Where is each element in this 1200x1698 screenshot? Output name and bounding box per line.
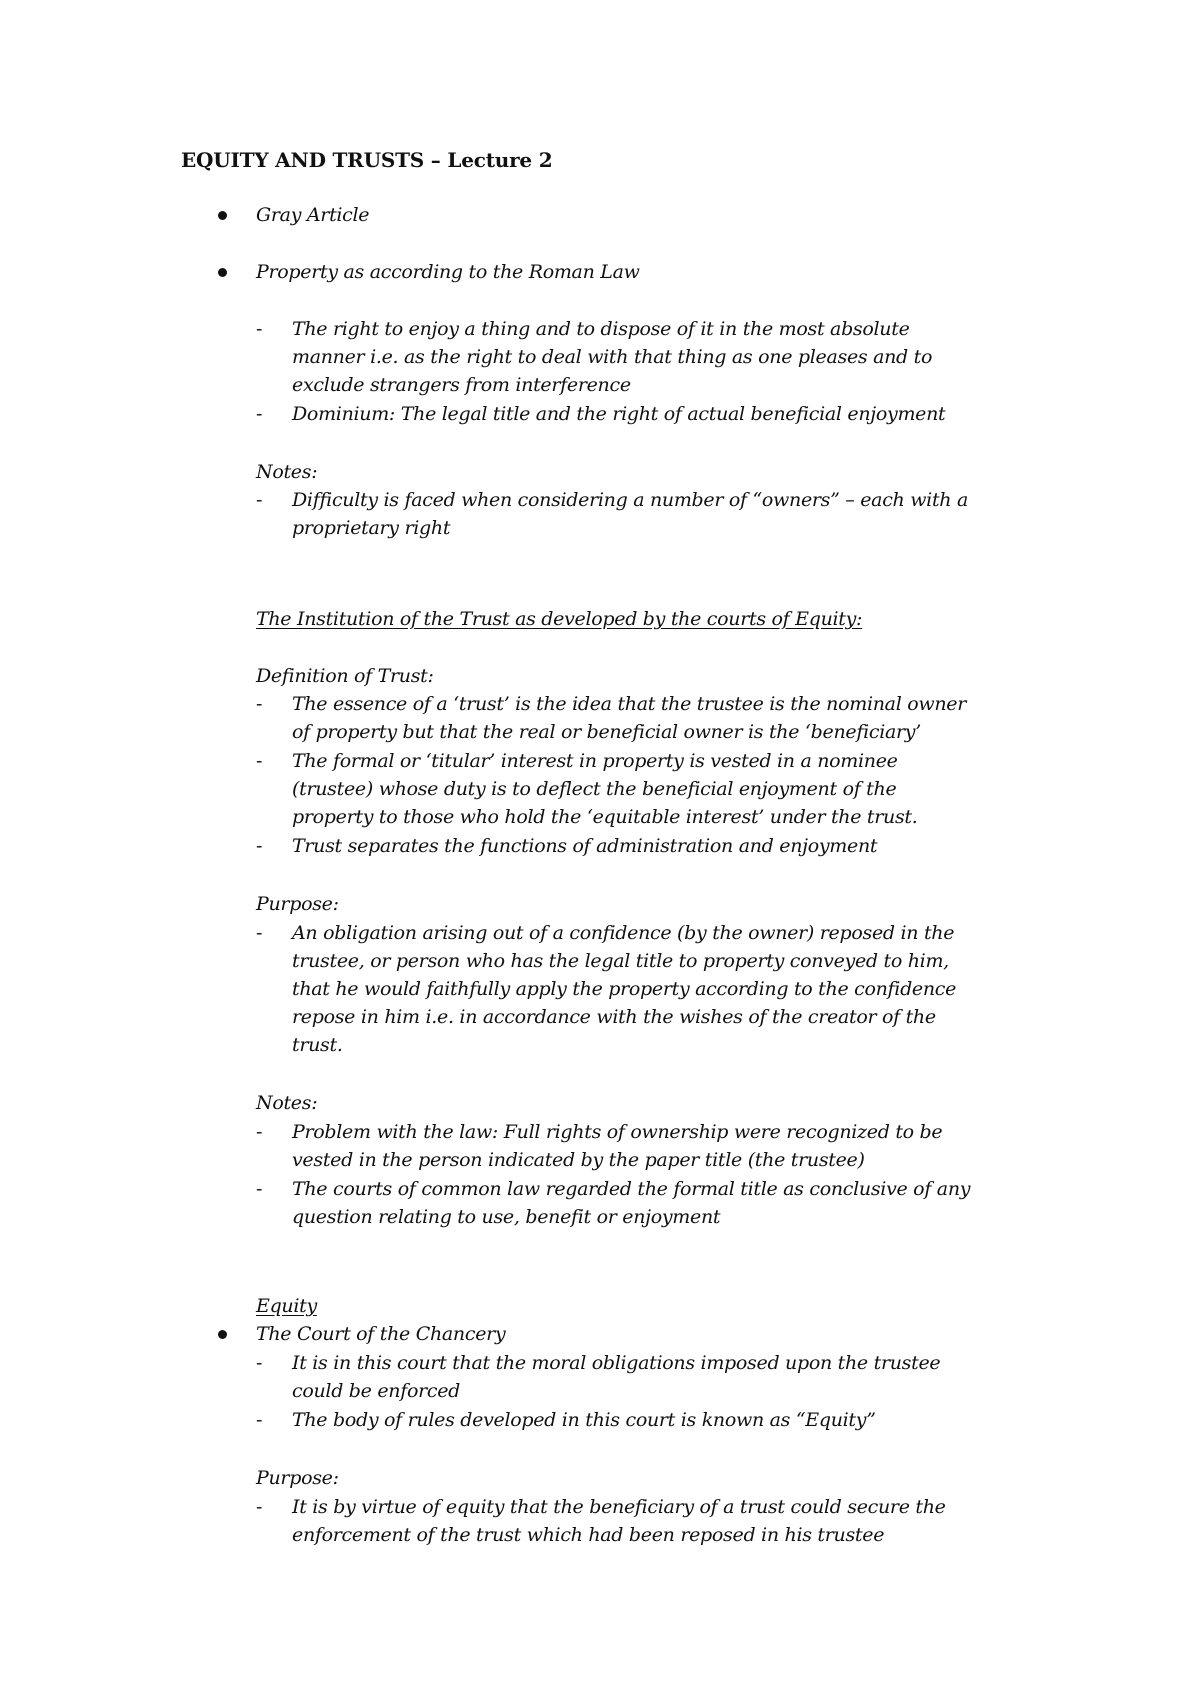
list-item-chancery: The Court of the Chancery: [256, 1323, 506, 1345]
purpose-label: Purpose:: [256, 893, 339, 915]
sub-item-line: Difficulty is faced when considering a number of “owners” – each with a: [292, 489, 968, 511]
dash-marker: -: [256, 835, 263, 857]
sub-item-line: enforcement of the trust which had been reposed in his trustee: [292, 1524, 885, 1546]
section-heading-equity: Equity: [256, 1295, 317, 1317]
sub-item-line: The essence of a ‘trust’ is the idea that the trustee is the nominal owner: [292, 693, 966, 715]
sub-item-line: that he would faithfully apply the property according to the confidence: [292, 978, 957, 1000]
page-title: EQUITY AND TRUSTS – Lecture 2: [181, 148, 553, 172]
bullet-icon: [218, 268, 227, 277]
bullet-icon: [218, 1330, 227, 1339]
dash-marker: -: [256, 1496, 263, 1518]
sub-item-line: Dominium: The legal title and the right of actual beneficial enjoyment: [292, 403, 946, 425]
notes-label: Notes:: [256, 1092, 318, 1114]
sub-item-line: The formal or ‘titular’ interest in property is vested in a nominee: [292, 750, 898, 772]
sub-item-line: trust.: [292, 1034, 343, 1056]
sub-item-line: manner i.e. as the right to deal with that thing as one pleases and to: [292, 346, 933, 368]
dash-marker: -: [256, 318, 263, 340]
sub-item-line: of property but that the real or beneficial owner is the ‘beneficiary’: [292, 721, 921, 743]
sub-item-line: The courts of common law regarded the formal title as conclusive of any: [292, 1178, 971, 1200]
sub-item-line: An obligation arising out of a confidence (by the owner) reposed in the: [292, 922, 955, 944]
sub-item-line: trustee, or person who has the legal title to property conveyed to him,: [292, 950, 949, 972]
sub-item-line: It is in this court that the moral obligations imposed upon the trustee: [292, 1352, 941, 1374]
sub-item-line: repose in him i.e. in accordance with the wishes of the creator of the: [292, 1006, 936, 1028]
notes-label: Notes:: [256, 461, 318, 483]
list-item-roman-law: Property as according to the Roman Law: [256, 261, 640, 283]
sub-item-line: The right to enjoy a thing and to dispose of it in the most absolute: [292, 318, 910, 340]
sub-item-line: Trust separates the functions of administration and enjoyment: [292, 835, 878, 857]
dash-marker: -: [256, 1409, 263, 1431]
dash-marker: -: [256, 922, 263, 944]
dash-marker: -: [256, 403, 263, 425]
dash-marker: -: [256, 1178, 263, 1200]
dash-marker: -: [256, 750, 263, 772]
list-item-gray-article: Gray Article: [256, 204, 370, 226]
sub-item-line: vested in the person indicated by the paper title (the trustee): [292, 1149, 865, 1171]
sub-item-line: proprietary right: [292, 517, 451, 539]
sub-item-line: The body of rules developed in this court is known as “Equity”: [292, 1409, 876, 1431]
sub-item-line: Problem with the law: Full rights of ownership were recognized to be: [292, 1121, 943, 1143]
bullet-icon: [218, 211, 227, 220]
purpose-label: Purpose:: [256, 1467, 339, 1489]
definition-label: Definition of Trust:: [256, 665, 434, 687]
sub-item-line: could be enforced: [292, 1380, 461, 1402]
sub-item-line: exclude strangers from interference: [292, 374, 631, 396]
sub-item-line: property to those who hold the ‘equitable interest’ under the trust.: [292, 806, 918, 828]
sub-item-line: It is by virtue of equity that the beneficiary of a trust could secure the: [292, 1496, 946, 1518]
dash-marker: -: [256, 1121, 263, 1143]
section-heading-trust: The Institution of the Trust as developed by the courts of Equity:: [256, 608, 863, 630]
sub-item-line: (trustee) whose duty is to deflect the beneficial enjoyment of the: [292, 778, 897, 800]
sub-item-line: question relating to use, benefit or enjoyment: [292, 1206, 721, 1228]
dash-marker: -: [256, 489, 263, 511]
dash-marker: -: [256, 693, 263, 715]
dash-marker: -: [256, 1352, 263, 1374]
